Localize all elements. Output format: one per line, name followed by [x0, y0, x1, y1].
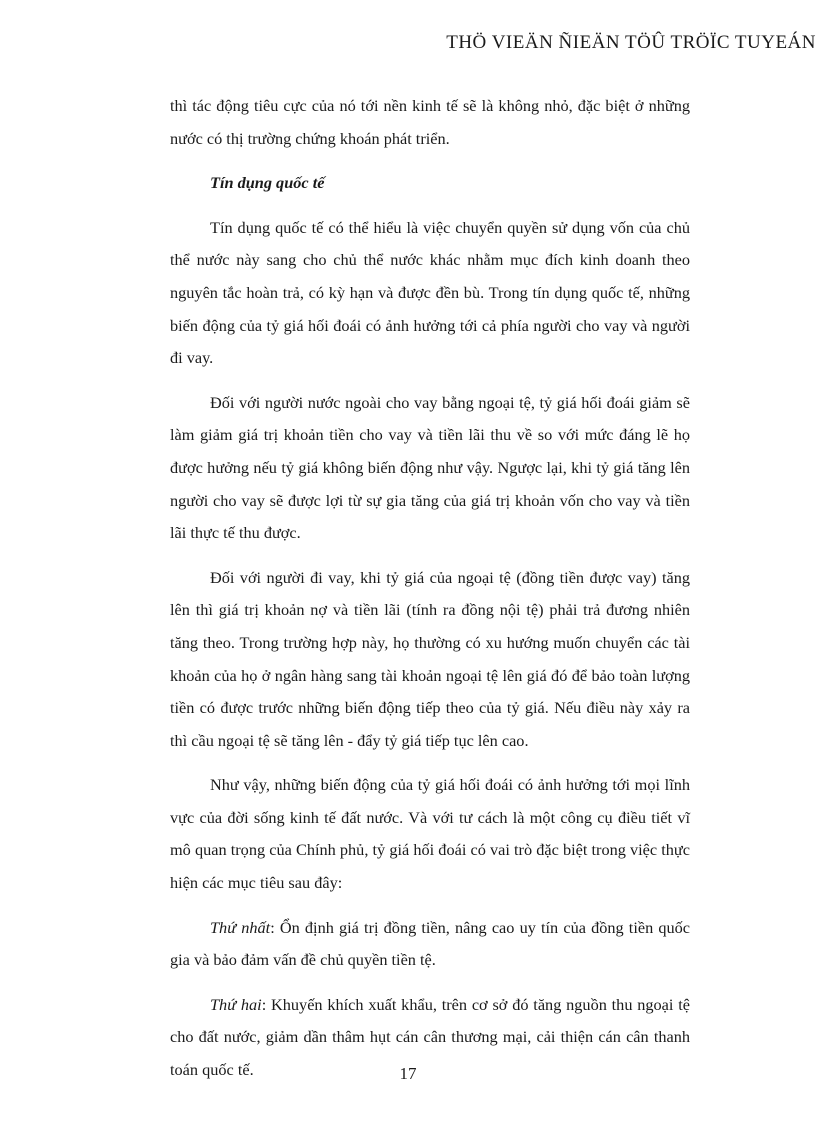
body-text [170, 90, 690, 1099]
paragraph-borrower: Đối với người đi vay, khi tỷ giá của ngoại tệ (đồng tiền được vay) tăng lên thì giá trị khoản nợ và tiền lãi (tính ra đồng nội tệ) phải trả đương nhiên tăng theo. Trong trường hợp này, họ thường có xu hướng muốn chuyển các tài khoản của họ ở ngân hàng sang tài khoản ngoại tệ lên giá đó để bảo toàn lượng tiền có được trước những biến động tiếp theo của tỷ giá. Nếu điều này xảy ra thì cầu ngoại tệ sẽ tăng lên - đẩy tỷ giá tiếp tục lên cao. [170, 567, 690, 750]
paragraph-summary: Như vậy, những biến động của tỷ giá hối đoái có ảnh hưởng tới mọi lĩnh vực của đời sống kinh tế đất nước. Và với tư cách là một công cụ điều tiết vĩ mô quan trọng của Chính phủ, tỷ giá hối đoái có vai trò đặc biệt trong việc thực hiện các mục tiêu sau đây: [170, 775, 690, 893]
page-number: 17 [399, 1064, 417, 1083]
paragraph-lender: Đối với người nước ngoài cho vay bằng ngoại tệ, tỷ giá hối đoái giảm sẽ làm giảm giá trị khoản tiền cho vay và tiền lãi thu về so với mức đáng lẽ họ được hưởng nếu tỷ giá không biến động như vậy. Ngược lại, khi tỷ giá tăng lên người cho vay sẽ được lợi từ sự gia tăng của giá trị khoản vốn cho vay và tiền lãi thực tế thu được. [170, 392, 690, 543]
goal-one-text: : Ổn định giá trị đồng tiền, nâng cao uy tín của đồng tiền quốc gia và bảo đảm vấn đề chủ quyền tiền tệ. [170, 917, 691, 970]
paragraph-continued: thì tác động tiêu cực của nó tới nền kinh tế sẽ là không nhỏ, đặc biệt ở những nước có thị trường chứng khoán phát triển. [170, 96, 690, 148]
goal-two-text: : Khuyến khích xuất khẩu, trên cơ sở đó tăng nguồn thu ngoại tệ cho đất nước, giảm dần thâm hụt cán cân thương mại, cải thiện cán cân thanh toán quốc tế. [170, 994, 690, 1080]
goal-one-label: Thứ nhất [210, 917, 271, 937]
paragraph-goal-one [170, 912, 690, 977]
paragraph-intro: Tín dụng quốc tế có thể hiểu là việc chuyển quyền sử dụng vốn của chủ thể nước này sang cho chủ thể nước khác nhằm mục đích kinh doanh theo nguyên tắc hoàn trả, có kỳ hạn và được đền bù. Trong tín dụng quốc tế, những biến động của tỷ giá hối đoái có ảnh hưởng tới cả phía người cho vay và người đi vay. [170, 217, 690, 368]
section-heading: Tín dụng quốc tế [210, 173, 325, 193]
goal-two-label: Thứ hai [210, 994, 262, 1014]
running-header: THÖ VIEÄN ÑIEÄN TÖÛ TRÖÏC TUYEÁN [446, 32, 816, 53]
